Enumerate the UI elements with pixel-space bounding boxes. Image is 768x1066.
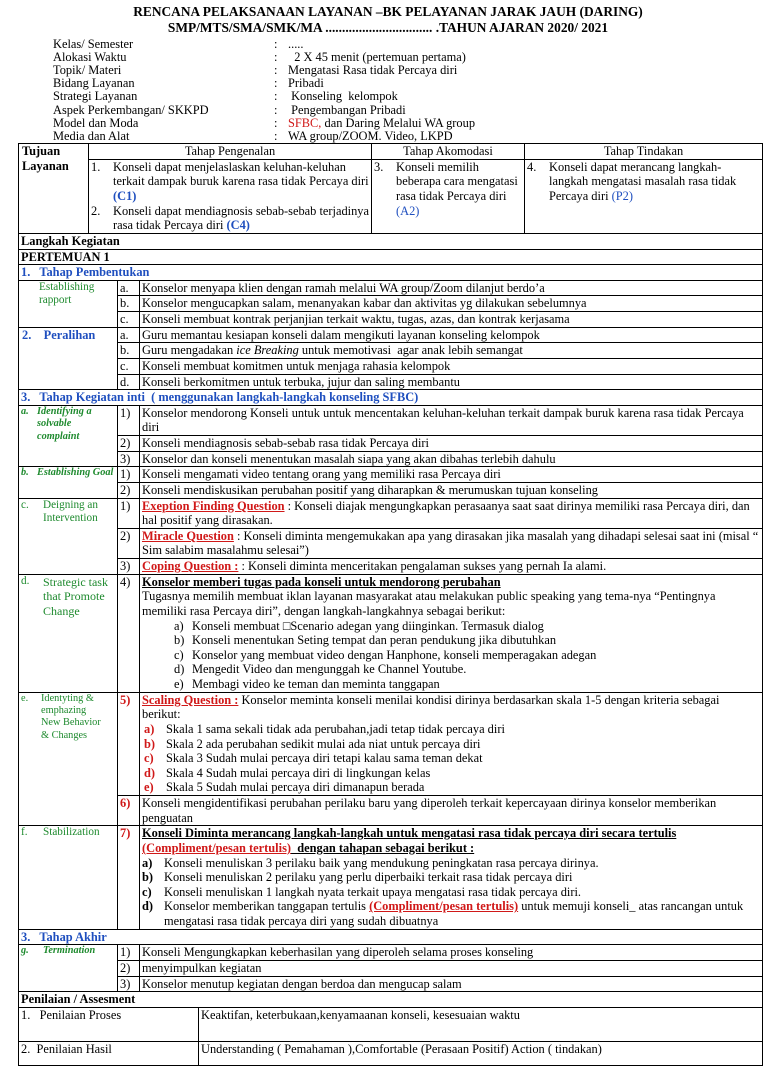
step-number: 6) — [118, 796, 140, 826]
scale-text: Skala 2 ada perubahan sedikit mulai ada niat untuk percaya diri — [166, 736, 481, 751]
stabilization-item — [142, 885, 760, 900]
tindakan-cell — [525, 159, 763, 233]
stabilization-text: Konseli menuliskan 3 perilaku baik yang mendukung peningkatan rasa percaya dirinya. — [164, 855, 599, 870]
step-number: 3) — [118, 976, 140, 992]
goal-item — [91, 204, 369, 233]
scale-letter: b) — [144, 736, 156, 751]
step-desc: : Konseli diajak mengungkapkan perasaanya saat saat dirinya memiliki rasa Percaya diri, dan hal positif yang dirasakan. — [142, 498, 750, 528]
step-desc: Konselor meminta konseli menilai kondisi dirinya berdasarkan skala 1-5 dengan kriteria sebagai berikut: — [142, 692, 720, 722]
phase-letter: d. — [21, 574, 30, 587]
strategic-task-label — [19, 574, 118, 692]
step-text — [140, 528, 763, 558]
scale-text: Skala 3 Sudah mulai percaya diri tetapi kalau sama teman dekat — [166, 751, 483, 766]
langkah-heading: Langkah Kegiatan — [19, 234, 763, 249]
identity-row — [53, 130, 762, 143]
goal-number: 1. — [91, 159, 101, 174]
goal-text: Konseli memilih beberapa cara mengatasi rasa tidak Percaya diri — [396, 159, 518, 204]
step-number: 5) — [118, 692, 140, 795]
step-number: 3) — [118, 451, 140, 467]
goal-code: (A2) — [396, 203, 420, 218]
task-step — [174, 677, 760, 692]
goal-item — [527, 160, 760, 204]
step-text: Konseli mengamati video tentang orang yang memiliki rasa Percaya diri — [140, 467, 763, 483]
stabilization-heading-main: Konseli Diminta merancang langkah-langkah untuk mengatasi rasa tidak percaya diri secara tertulis — [142, 826, 677, 841]
step-desc: : Konseli diminta menceritakan pengalaman sukses yang pernah Ia alami. — [238, 559, 607, 574]
identity-row — [53, 90, 762, 103]
task-step — [174, 662, 760, 677]
item-letter: a. — [118, 280, 140, 296]
identity-label: Bidang Layanan — [53, 76, 135, 91]
stabilization-text: Konseli menuliskan 1 langkah nyata terkait upaya mengatasi rasa tidak percaya diri. — [164, 884, 582, 899]
col-header-tindakan: Tahap Tindakan — [525, 144, 763, 160]
identity-label: Topik/ Materi — [53, 63, 122, 78]
penilaian-table — [18, 992, 763, 1066]
penilaian-label: 2. Penilaian Hasil — [19, 1041, 199, 1065]
item-text: Konseli membuat komitmen untuk menjaga rahasia kelompok — [140, 358, 763, 374]
task-step-text: Konseli membuat □Scenario adegan yang diinginkan. Termasuk dialog — [192, 618, 544, 633]
document-page — [18, 0, 762, 1066]
compliment-label: (Compliment/pesan tertulis) — [369, 899, 519, 914]
scaling-content — [140, 692, 763, 795]
phase-letter: f. — [21, 826, 28, 839]
step-desc: : Konseli diminta mengemukakan apa yang dirasakan jika masalah yang dihadapi selesai saat ini (misal “ Sim salabim masalahmu selesai”) — [142, 528, 759, 558]
scale-letter: e) — [144, 780, 154, 795]
step-text: Konselor mendorong Konseli untuk untuk mencentakan keluhan-keluhan terkait dampak buruk karena rasa tidak Percaya diri — [140, 405, 763, 435]
identity-row — [53, 77, 762, 90]
peralihan-label: 2. Peralihan — [19, 327, 118, 390]
phase-letter: c. — [21, 498, 29, 511]
scale-text: Skala 1 sama sekali tidak ada perubahan,jadi tetap tidak percaya diri — [166, 721, 505, 736]
document-title — [18, 4, 758, 37]
goal-item — [91, 160, 369, 204]
tujuan-table — [18, 143, 763, 234]
task-step-letter: d) — [174, 662, 185, 677]
tujuan-label — [19, 144, 89, 234]
penilaian-label: 1. Penilaian Proses — [19, 1007, 199, 1041]
task-steps — [142, 619, 760, 692]
identity-value: Konseling kelompok — [288, 89, 398, 104]
ice-breaking: ice Breaking — [236, 343, 299, 358]
tujuan-label-line-2: Layanan — [22, 158, 69, 173]
col-header-pengenalan: Tahap Pengenalan — [89, 144, 372, 160]
phase-name: Identifying a solvable complaint — [37, 405, 92, 442]
item-text: Guru memantau kesiapan konseli dalam mengikuti layanan konseling kelompok — [140, 327, 763, 343]
penilaian-value: Keaktifan, keterbukaan,kenyamaanan konseli, kesesuaian waktu — [199, 1007, 763, 1041]
langkah-table — [18, 234, 763, 992]
phase-letter: b. — [21, 467, 29, 479]
phase-name: Stabilization — [43, 826, 100, 839]
identity-label: Kelas/ Semester — [53, 36, 134, 51]
penilaian-value: Understanding ( Pemahaman ),Comfortable (Perasaan Positif) Action ( tindakan) — [199, 1041, 763, 1065]
step-key: Exeption Finding Question — [142, 498, 285, 513]
step-text: Konseli mengidentifikasi perubahan perilaku baru yang diperoleh terkait kepercayaan dirinya konselor memberikan penguatan — [140, 796, 763, 826]
scale-item — [144, 766, 760, 781]
goal-item — [374, 160, 522, 219]
task-step — [174, 633, 760, 648]
item-text — [140, 343, 763, 359]
identity-colon: : — [274, 102, 278, 117]
goal-number: 2. — [91, 203, 101, 218]
step-text: Konselor menutup kegiatan dengan berdoa dan mengucap salam — [140, 976, 763, 992]
step-number: 2) — [118, 960, 140, 976]
task-step-text: Konseli menentukan Seting tempat dan peran pendukung jika dibutuhkan — [192, 633, 557, 648]
identity-colon: : — [274, 115, 278, 130]
identity-value: WA group/ZOOM. Video, LKPD — [288, 129, 453, 143]
step-key: Miracle Question — [142, 528, 234, 543]
step-text — [140, 498, 763, 528]
step-number: 7) — [118, 826, 140, 929]
identity-value: ..... — [288, 36, 304, 51]
task-step-text: Mengedit Video dan mengunggah ke Channel Youtube. — [192, 662, 467, 677]
identity-colon: : — [274, 63, 278, 78]
step-text: Konselor dan konseli menentukan masalah siapa yang akan dibahas terlebih dahulu — [140, 451, 763, 467]
step-number: 1) — [118, 498, 140, 528]
step-number: 3) — [118, 559, 140, 575]
phase-letter: g. — [21, 945, 29, 957]
scale-letter: d) — [144, 765, 156, 780]
item-letter: d. — [118, 374, 140, 390]
stabilization-heading-red: (Compliment/pesan tertulis) — [142, 840, 292, 855]
task-step-letter: e) — [174, 677, 184, 692]
stabilization-heading-end: dengan tahapan sebagai berikut : — [291, 840, 475, 855]
step-text: Konseli Mengungkapkan keberhasilan yang diperoleh selama proses konseling — [140, 945, 763, 961]
item-letter: b. — [118, 343, 140, 359]
akomodasi-cell — [372, 159, 525, 233]
goal-code: (C1) — [113, 189, 137, 204]
stabilization-heading — [142, 826, 760, 855]
identity-colon: : — [274, 129, 278, 143]
step-number: 2) — [118, 528, 140, 558]
task-step — [174, 648, 760, 663]
stabilization-letter: b) — [142, 870, 154, 885]
new-behavior-label — [19, 692, 118, 826]
identity-colon: : — [274, 36, 278, 51]
identity-label: Strategi Layanan — [53, 89, 138, 104]
goal-code: (C4) — [226, 218, 250, 233]
phase-name: Establishing Goal — [37, 467, 114, 479]
title-line-1: RENCANA PELAKSANAAN LAYANAN –BK PELAYANAN JARAK JAUH (DARING) — [133, 4, 643, 19]
identity-value: Pengembangan Pribadi — [288, 102, 406, 117]
identifying-label — [19, 405, 118, 467]
identity-value: Pribadi — [288, 76, 324, 91]
stabilization-item — [142, 899, 760, 928]
identity-colon: : — [274, 89, 278, 104]
tujuan-label-line-1: Tujuan — [22, 144, 61, 159]
step-number: 1) — [118, 945, 140, 961]
item-text-post: untuk memotivasi agar anak lebih semangat — [298, 343, 523, 358]
scale-text: Skala 5 Sudah mulai percaya diri dimanapun berada — [166, 780, 425, 795]
stabilization-text — [164, 899, 760, 928]
goal-number: 3. — [374, 159, 384, 174]
item-letter: a. — [118, 327, 140, 343]
task-step-letter: c) — [174, 647, 184, 662]
scale-item — [144, 737, 760, 752]
task-step-letter: b) — [174, 633, 185, 648]
stabilization-item — [142, 856, 760, 871]
stabilization-text: Konseli menuliskan 2 perilaku yang perlu diperbaiki terkait rasa tidak percaya diri — [164, 870, 573, 885]
stabilization-label — [19, 826, 118, 929]
goal-text: Konseli dapat merancang langkah-langkah mengatasi masalah rasa tidak Percaya diri — [549, 159, 737, 204]
section-pembentukan: 1. Tahap Pembentukan — [19, 265, 763, 281]
section-kegiatan-inti: 3. Tahap Kegiatan inti ( menggunakan langkah-langkah konseling SFBC) — [19, 390, 763, 406]
goal-number: 4. — [527, 159, 537, 174]
scale-list — [142, 722, 760, 795]
step-number: 1) — [118, 405, 140, 435]
phase-letter: e. — [21, 692, 29, 704]
phase-name: Deigning an Intervention — [43, 498, 98, 524]
title-line-2: SMP/MTS/SMA/SMK/MA ................................ .TAHUN AJARAN 2020/ 2021 — [167, 20, 609, 36]
item-text: Konselor menyapa klien dengan ramah melalui WA group/Zoom dilanjut berdo’a — [140, 280, 763, 296]
step-key: Scaling Question : — [142, 692, 239, 707]
task-step-text: Membagi video ke teman dan meminta tanggapan — [192, 677, 440, 692]
goal-text: Konseli dapat mendiagnosis sebab-sebab terjadinya rasa tidak Percaya diri — [113, 203, 369, 233]
item-text-pre: Guru mengadakan — [142, 343, 237, 358]
termination-label — [19, 945, 118, 992]
scale-item — [144, 780, 760, 795]
item-letter: b. — [118, 296, 140, 312]
scale-item — [144, 722, 760, 737]
step-number: 4) — [118, 574, 140, 692]
identity-colon: : — [274, 76, 278, 91]
stabilization-text-pre: Konselor memberikan tanggapan tertulis — [164, 899, 370, 914]
penilaian-heading: Penilaian / Assesment — [19, 992, 763, 1007]
identity-row — [53, 38, 762, 51]
item-text: Konseli berkomitmen untuk terbuka, jujur dan saling membantu — [140, 374, 763, 390]
task-step — [174, 619, 760, 634]
task-heading: Konselor memberi tugas pada konseli untuk mendorong perubahan — [142, 574, 501, 589]
step-number: 1) — [118, 467, 140, 483]
scale-text: Skala 4 Sudah mulai percaya diri di lingkungan kelas — [166, 765, 431, 780]
step-number: 2) — [118, 436, 140, 452]
identity-value: 2 X 45 menit (pertemuan pertama) — [288, 49, 466, 64]
item-letter: c. — [118, 358, 140, 374]
goal-text: Konseli dapat menjelaslaskan keluhan-keluhan terkait dampak buruk karena rasa tidak Percaya diri — [113, 159, 369, 189]
phase-name: Termination — [43, 945, 96, 957]
scale-letter: a) — [144, 721, 155, 736]
stabilization-letter: d) — [142, 899, 154, 914]
phase-name: Strategic task that Promote Change — [43, 574, 108, 618]
phase-name: Identyting & emphazing New Behavior & Changes — [41, 692, 101, 741]
model-moda: dan Daring Melalui WA group — [321, 115, 476, 130]
identity-label: Alokasi Waktu — [53, 49, 127, 64]
phase-letter: a. — [21, 405, 29, 417]
identity-colon: : — [274, 49, 278, 64]
item-letter: c. — [118, 312, 140, 328]
identity-row — [53, 64, 762, 77]
pengenalan-cell — [89, 159, 372, 233]
goal-code: (P2) — [611, 189, 633, 204]
section-tahap-akhir: 3. Tahap Akhir — [19, 929, 763, 945]
scale-letter: c) — [144, 751, 154, 766]
scale-item — [144, 751, 760, 766]
identity-value: Mengatasi Rasa tidak Percaya diri — [288, 63, 458, 78]
stabilization-letter: c) — [142, 884, 152, 899]
model-sfbc: SFBC, — [288, 115, 322, 130]
stabilization-text-post: untuk memuji konseli_ atas rancangan untuk mengatasi rasa tidak percaya diri yang sudah dibuatnya — [164, 899, 744, 929]
identity-block — [53, 38, 762, 144]
item-text: Konseli membuat kontrak perjanjian terkait waktu, tugas, azas, dan kontrak kerjasama — [140, 312, 763, 328]
step-text: menyimpulkan kegiatan — [140, 960, 763, 976]
designing-intervention-label — [19, 498, 118, 574]
step-number: 2) — [118, 482, 140, 498]
scaling-intro — [142, 693, 760, 722]
step-text: Konseli mendiskusikan perubahan positif yang diharapkan & merumuskan tujuan konseling — [140, 482, 763, 498]
identity-label: Model dan Moda — [53, 115, 139, 130]
task-step-text: Konselor yang membuat video dengan Hanphone, konseli memperagakan adegan — [192, 647, 597, 662]
stabilization-letter: a) — [142, 855, 153, 870]
strategic-task-content — [140, 574, 763, 692]
task-step-letter: a) — [174, 618, 184, 633]
identity-label: Aspek Perkembangan/ SKKPD — [53, 102, 209, 117]
stabilization-content — [140, 826, 763, 929]
task-description: Tugasnya memilih membuat iklan layanan masyarakat atau melakukan public speaking yang tema-nya “Pentingnya memiliki rasa Percaya diri”, dengan langkah-langkahnya sebagai berikut: — [142, 589, 716, 618]
item-text: Konselor mengucapkan salam, menanyakan kabar dan aktivitas yg dilakukan sebelumnya — [140, 296, 763, 312]
stabilization-item — [142, 870, 760, 885]
identity-label: Media dan Alat — [53, 129, 130, 143]
step-text: Konseli mendiagnosis sebab-sebab rasa tidak Percaya diri — [140, 436, 763, 452]
step-key: Coping Question : — [142, 559, 239, 574]
step-text — [140, 559, 763, 575]
col-header-akomodasi: Tahap Akomodasi — [372, 144, 525, 160]
pembentukan-label: Establishing rapport — [19, 280, 118, 327]
establishing-goal-label — [19, 467, 118, 498]
pertemuan-heading: PERTEMUAN 1 — [19, 249, 763, 265]
